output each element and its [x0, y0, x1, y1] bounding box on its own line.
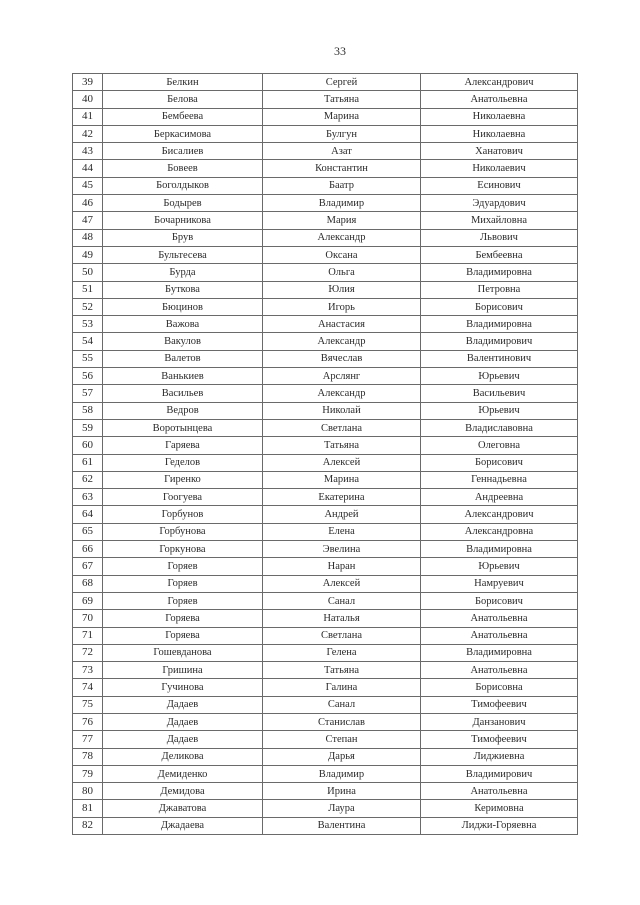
last-name-cell: Бодырев — [103, 195, 263, 212]
patronymic-cell: Михайловна — [421, 212, 578, 229]
row-number-cell: 64 — [73, 506, 103, 523]
row-number-cell: 43 — [73, 143, 103, 160]
patronymic-cell: Ханатович — [421, 143, 578, 160]
first-name-cell: Светлана — [263, 419, 421, 436]
last-name-cell: Гучинова — [103, 679, 263, 696]
table-row — [73, 575, 578, 592]
patronymic-cell: Анатольевна — [421, 662, 578, 679]
patronymic-cell: Николаевич — [421, 160, 578, 177]
last-name-cell: Дадаев — [103, 713, 263, 730]
patronymic-cell: Анатольевна — [421, 91, 578, 108]
first-name-cell: Наран — [263, 558, 421, 575]
patronymic-cell: Владимировна — [421, 316, 578, 333]
last-name-cell: Беркасимова — [103, 125, 263, 142]
table-row — [73, 817, 578, 834]
first-name-cell: Степан — [263, 731, 421, 748]
patronymic-cell: Петровна — [421, 281, 578, 298]
table-row — [73, 610, 578, 627]
first-name-cell: Галина — [263, 679, 421, 696]
row-number-cell: 57 — [73, 385, 103, 402]
row-number-cell: 54 — [73, 333, 103, 350]
first-name-cell: Лаура — [263, 800, 421, 817]
last-name-cell: Горяев — [103, 558, 263, 575]
table-row — [73, 471, 578, 488]
patronymic-cell: Данзанович — [421, 713, 578, 730]
first-name-cell: Светлана — [263, 627, 421, 644]
last-name-cell: Деликова — [103, 748, 263, 765]
last-name-cell: Демиденко — [103, 765, 263, 782]
first-name-cell: Азат — [263, 143, 421, 160]
row-number-cell: 77 — [73, 731, 103, 748]
patronymic-cell: Александровна — [421, 523, 578, 540]
first-name-cell: Владимир — [263, 765, 421, 782]
first-name-cell: Ольга — [263, 264, 421, 281]
patronymic-cell: Анатольевна — [421, 783, 578, 800]
patronymic-cell: Валентинович — [421, 350, 578, 367]
table-row — [73, 800, 578, 817]
last-name-cell: Дадаев — [103, 731, 263, 748]
row-number-cell: 73 — [73, 662, 103, 679]
first-name-cell: Александр — [263, 385, 421, 402]
table-row — [73, 368, 578, 385]
first-name-cell: Дарья — [263, 748, 421, 765]
first-name-cell: Санал — [263, 592, 421, 609]
first-name-cell: Мария — [263, 212, 421, 229]
first-name-cell: Сергей — [263, 74, 421, 91]
page-number: 33 — [334, 44, 346, 58]
first-name-cell: Гелена — [263, 644, 421, 661]
first-name-cell: Марина — [263, 108, 421, 125]
patronymic-cell: Намруевич — [421, 575, 578, 592]
patronymic-cell: Есинович — [421, 177, 578, 194]
roster-table-body — [73, 74, 578, 835]
row-number-cell: 52 — [73, 298, 103, 315]
last-name-cell: Геделов — [103, 454, 263, 471]
row-number-cell: 42 — [73, 125, 103, 142]
table-row — [73, 281, 578, 298]
last-name-cell: Бовеев — [103, 160, 263, 177]
last-name-cell: Бурда — [103, 264, 263, 281]
last-name-cell: Гиренко — [103, 471, 263, 488]
table-row — [73, 679, 578, 696]
patronymic-cell: Владиславовна — [421, 419, 578, 436]
table-row — [73, 91, 578, 108]
first-name-cell: Валентина — [263, 817, 421, 834]
last-name-cell: Демидова — [103, 783, 263, 800]
patronymic-cell: Анатольевна — [421, 610, 578, 627]
table-row — [73, 558, 578, 575]
first-name-cell: Марина — [263, 471, 421, 488]
last-name-cell: Горкунова — [103, 541, 263, 558]
last-name-cell: Буткова — [103, 281, 263, 298]
row-number-cell: 47 — [73, 212, 103, 229]
patronymic-cell: Лиджиевна — [421, 748, 578, 765]
last-name-cell: Белкин — [103, 74, 263, 91]
table-row — [73, 662, 578, 679]
first-name-cell: Николай — [263, 402, 421, 419]
patronymic-cell: Андреевна — [421, 489, 578, 506]
table-row — [73, 627, 578, 644]
table-row — [73, 74, 578, 91]
row-number-cell: 59 — [73, 419, 103, 436]
patronymic-cell: Эдуардович — [421, 195, 578, 212]
row-number-cell: 50 — [73, 264, 103, 281]
last-name-cell: Джаватова — [103, 800, 263, 817]
table-row — [73, 765, 578, 782]
row-number-cell: 72 — [73, 644, 103, 661]
patronymic-cell: Борисович — [421, 298, 578, 315]
patronymic-cell: Геннадьевна — [421, 471, 578, 488]
table-row — [73, 731, 578, 748]
patronymic-cell: Владимирович — [421, 333, 578, 350]
table-row — [73, 385, 578, 402]
last-name-cell: Горбунов — [103, 506, 263, 523]
row-number-cell: 45 — [73, 177, 103, 194]
first-name-cell: Станислав — [263, 713, 421, 730]
patronymic-cell: Владимировна — [421, 644, 578, 661]
patronymic-cell: Борисовна — [421, 679, 578, 696]
first-name-cell: Игорь — [263, 298, 421, 315]
row-number-cell: 49 — [73, 246, 103, 263]
row-number-cell: 76 — [73, 713, 103, 730]
table-row — [73, 541, 578, 558]
last-name-cell: Белова — [103, 91, 263, 108]
last-name-cell: Бочарникова — [103, 212, 263, 229]
row-number-cell: 40 — [73, 91, 103, 108]
row-number-cell: 63 — [73, 489, 103, 506]
row-number-cell: 39 — [73, 74, 103, 91]
row-number-cell: 68 — [73, 575, 103, 592]
last-name-cell: Гоогуева — [103, 489, 263, 506]
first-name-cell: Оксана — [263, 246, 421, 263]
table-row — [73, 108, 578, 125]
patronymic-cell: Юрьевич — [421, 402, 578, 419]
first-name-cell: Константин — [263, 160, 421, 177]
row-number-cell: 78 — [73, 748, 103, 765]
row-number-cell: 65 — [73, 523, 103, 540]
row-number-cell: 80 — [73, 783, 103, 800]
first-name-cell: Эвелина — [263, 541, 421, 558]
first-name-cell: Вячеслав — [263, 350, 421, 367]
last-name-cell: Горбунова — [103, 523, 263, 540]
first-name-cell: Александр — [263, 229, 421, 246]
first-name-cell: Юлия — [263, 281, 421, 298]
table-row — [73, 160, 578, 177]
first-name-cell: Алексей — [263, 454, 421, 471]
first-name-cell: Анастасия — [263, 316, 421, 333]
first-name-cell: Баатр — [263, 177, 421, 194]
table-row — [73, 177, 578, 194]
table-row — [73, 748, 578, 765]
last-name-cell: Воротынцева — [103, 419, 263, 436]
first-name-cell: Елена — [263, 523, 421, 540]
table-row — [73, 229, 578, 246]
table-row — [73, 489, 578, 506]
roster-table — [72, 73, 578, 835]
table-row — [73, 454, 578, 471]
table-row — [73, 143, 578, 160]
last-name-cell: Горяева — [103, 610, 263, 627]
patronymic-cell: Бембеевна — [421, 246, 578, 263]
patronymic-cell: Владимирович — [421, 765, 578, 782]
last-name-cell: Бультесева — [103, 246, 263, 263]
last-name-cell: Важова — [103, 316, 263, 333]
row-number-cell: 71 — [73, 627, 103, 644]
patronymic-cell: Тимофеевич — [421, 731, 578, 748]
table-row — [73, 592, 578, 609]
last-name-cell: Горяев — [103, 575, 263, 592]
table-row — [73, 125, 578, 142]
patronymic-cell: Николаевна — [421, 108, 578, 125]
first-name-cell: Владимир — [263, 195, 421, 212]
patronymic-cell: Лиджи-Горяевна — [421, 817, 578, 834]
row-number-cell: 56 — [73, 368, 103, 385]
table-row — [73, 333, 578, 350]
first-name-cell: Татьяна — [263, 91, 421, 108]
row-number-cell: 41 — [73, 108, 103, 125]
row-number-cell: 70 — [73, 610, 103, 627]
row-number-cell: 48 — [73, 229, 103, 246]
row-number-cell: 60 — [73, 437, 103, 454]
patronymic-cell: Владимировна — [421, 264, 578, 281]
first-name-cell: Булгун — [263, 125, 421, 142]
row-number-cell: 75 — [73, 696, 103, 713]
last-name-cell: Боголдыков — [103, 177, 263, 194]
row-number-cell: 67 — [73, 558, 103, 575]
first-name-cell: Ирина — [263, 783, 421, 800]
patronymic-cell: Васильевич — [421, 385, 578, 402]
patronymic-cell: Николаевна — [421, 125, 578, 142]
last-name-cell: Бембеева — [103, 108, 263, 125]
table-row — [73, 195, 578, 212]
table-row — [73, 298, 578, 315]
row-number-cell: 51 — [73, 281, 103, 298]
patronymic-cell: Борисович — [421, 592, 578, 609]
last-name-cell: Джадаева — [103, 817, 263, 834]
first-name-cell: Алексей — [263, 575, 421, 592]
first-name-cell: Наталья — [263, 610, 421, 627]
table-row — [73, 437, 578, 454]
patronymic-cell: Юрьевич — [421, 558, 578, 575]
table-row — [73, 264, 578, 281]
patronymic-cell: Керимовна — [421, 800, 578, 817]
row-number-cell: 82 — [73, 817, 103, 834]
table-row — [73, 506, 578, 523]
row-number-cell: 44 — [73, 160, 103, 177]
table-row — [73, 713, 578, 730]
last-name-cell: Васильев — [103, 385, 263, 402]
table-row — [73, 696, 578, 713]
row-number-cell: 62 — [73, 471, 103, 488]
last-name-cell: Горяев — [103, 592, 263, 609]
patronymic-cell: Олеговна — [421, 437, 578, 454]
row-number-cell: 79 — [73, 765, 103, 782]
row-number-cell: 69 — [73, 592, 103, 609]
last-name-cell: Бюцинов — [103, 298, 263, 315]
last-name-cell: Ведров — [103, 402, 263, 419]
table-row — [73, 350, 578, 367]
table-row — [73, 212, 578, 229]
row-number-cell: 58 — [73, 402, 103, 419]
patronymic-cell: Владимировна — [421, 541, 578, 558]
last-name-cell: Брув — [103, 229, 263, 246]
first-name-cell: Андрей — [263, 506, 421, 523]
first-name-cell: Арслянг — [263, 368, 421, 385]
row-number-cell: 46 — [73, 195, 103, 212]
first-name-cell: Екатерина — [263, 489, 421, 506]
last-name-cell: Горяева — [103, 627, 263, 644]
patronymic-cell: Львович — [421, 229, 578, 246]
last-name-cell: Гришина — [103, 662, 263, 679]
last-name-cell: Вакулов — [103, 333, 263, 350]
first-name-cell: Татьяна — [263, 662, 421, 679]
row-number-cell: 74 — [73, 679, 103, 696]
patronymic-cell: Александрович — [421, 506, 578, 523]
patronymic-cell: Борисович — [421, 454, 578, 471]
last-name-cell: Гаряева — [103, 437, 263, 454]
row-number-cell: 66 — [73, 541, 103, 558]
patronymic-cell: Тимофеевич — [421, 696, 578, 713]
table-row — [73, 419, 578, 436]
first-name-cell: Санал — [263, 696, 421, 713]
row-number-cell: 61 — [73, 454, 103, 471]
table-row — [73, 316, 578, 333]
patronymic-cell: Анатольевна — [421, 627, 578, 644]
table-row — [73, 246, 578, 263]
patronymic-cell: Александрович — [421, 74, 578, 91]
last-name-cell: Дадаев — [103, 696, 263, 713]
patronymic-cell: Юрьевич — [421, 368, 578, 385]
table-row — [73, 523, 578, 540]
table-row — [73, 402, 578, 419]
row-number-cell: 81 — [73, 800, 103, 817]
last-name-cell: Валетов — [103, 350, 263, 367]
first-name-cell: Александр — [263, 333, 421, 350]
last-name-cell: Ванькиев — [103, 368, 263, 385]
table-row — [73, 644, 578, 661]
table-row — [73, 783, 578, 800]
last-name-cell: Бисалиев — [103, 143, 263, 160]
row-number-cell: 53 — [73, 316, 103, 333]
last-name-cell: Гошевданова — [103, 644, 263, 661]
row-number-cell: 55 — [73, 350, 103, 367]
first-name-cell: Татьяна — [263, 437, 421, 454]
